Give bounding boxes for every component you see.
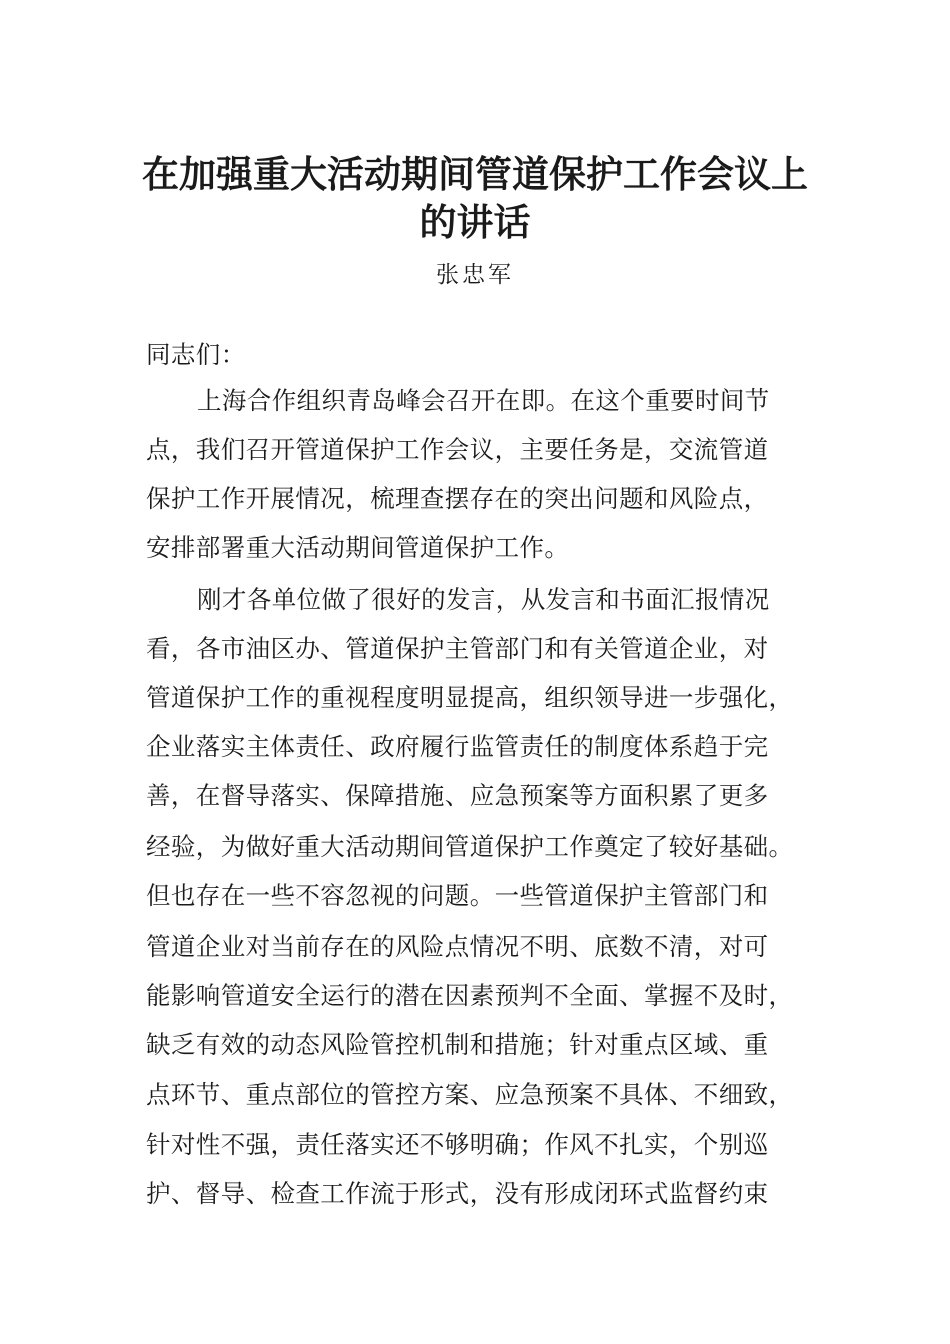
paragraph-line: 护、督导、检查工作流于形式，没有形成闭环式监督约束 (146, 1179, 769, 1208)
paragraph-line: 刚才各单位做了很好的发言，从发言和书面汇报情况 (197, 585, 770, 614)
paragraph-line: 针对性不强，责任落实还不够明确；作风不扎实，个别巡 (146, 1130, 769, 1159)
paragraph-line: 能影响管道安全运行的潜在因素预判不全面、掌握不及时， (146, 981, 794, 1010)
paragraph-line: 点，我们召开管道保护工作会议，主要任务是，交流管道 (146, 435, 769, 464)
author-name: 张忠军 (436, 262, 514, 288)
paragraph-line: 管道保护工作的重视程度明显提高，组织领导进一步强化， (146, 683, 794, 712)
paragraph-line: 看，各市油区办、管道保护主管部门和有关管道企业，对 (146, 634, 769, 663)
document-title-line-1: 在加强重大活动期间管道保护工作会议上 (142, 152, 808, 196)
paragraph-line: 但也存在一些不容忽视的问题。一些管道保护主管部门和 (146, 881, 769, 910)
paragraph-line: 点环节、重点部位的管控方案、应急预案不具体、不细致， (146, 1080, 794, 1109)
paragraph-line: 管道企业对当前存在的风险点情况不明、底数不清，对可 (146, 932, 769, 961)
paragraph-line: 经验，为做好重大活动期间管道保护工作奠定了较好基础。 (146, 832, 794, 861)
salutation: 同志们： (146, 340, 246, 369)
paragraph-line: 保护工作开展情况，梳理查摆存在的突出问题和风险点， (146, 484, 769, 513)
paragraph-line: 企业落实主体责任、政府履行监管责任的制度体系趋于完 (146, 732, 769, 761)
paragraph-line: 缺乏有效的动态风险管控机制和措施；针对重点区域、重 (146, 1030, 769, 1059)
paragraph-line: 善，在督导落实、保障措施、应急预案等方面积累了更多 (146, 781, 769, 810)
paragraph-line: 安排部署重大活动期间管道保护工作。 (146, 533, 570, 562)
paragraph-line: 上海合作组织青岛峰会召开在即。在这个重要时间节 (197, 386, 770, 415)
document-title-line-2: 的讲话 (419, 200, 531, 244)
